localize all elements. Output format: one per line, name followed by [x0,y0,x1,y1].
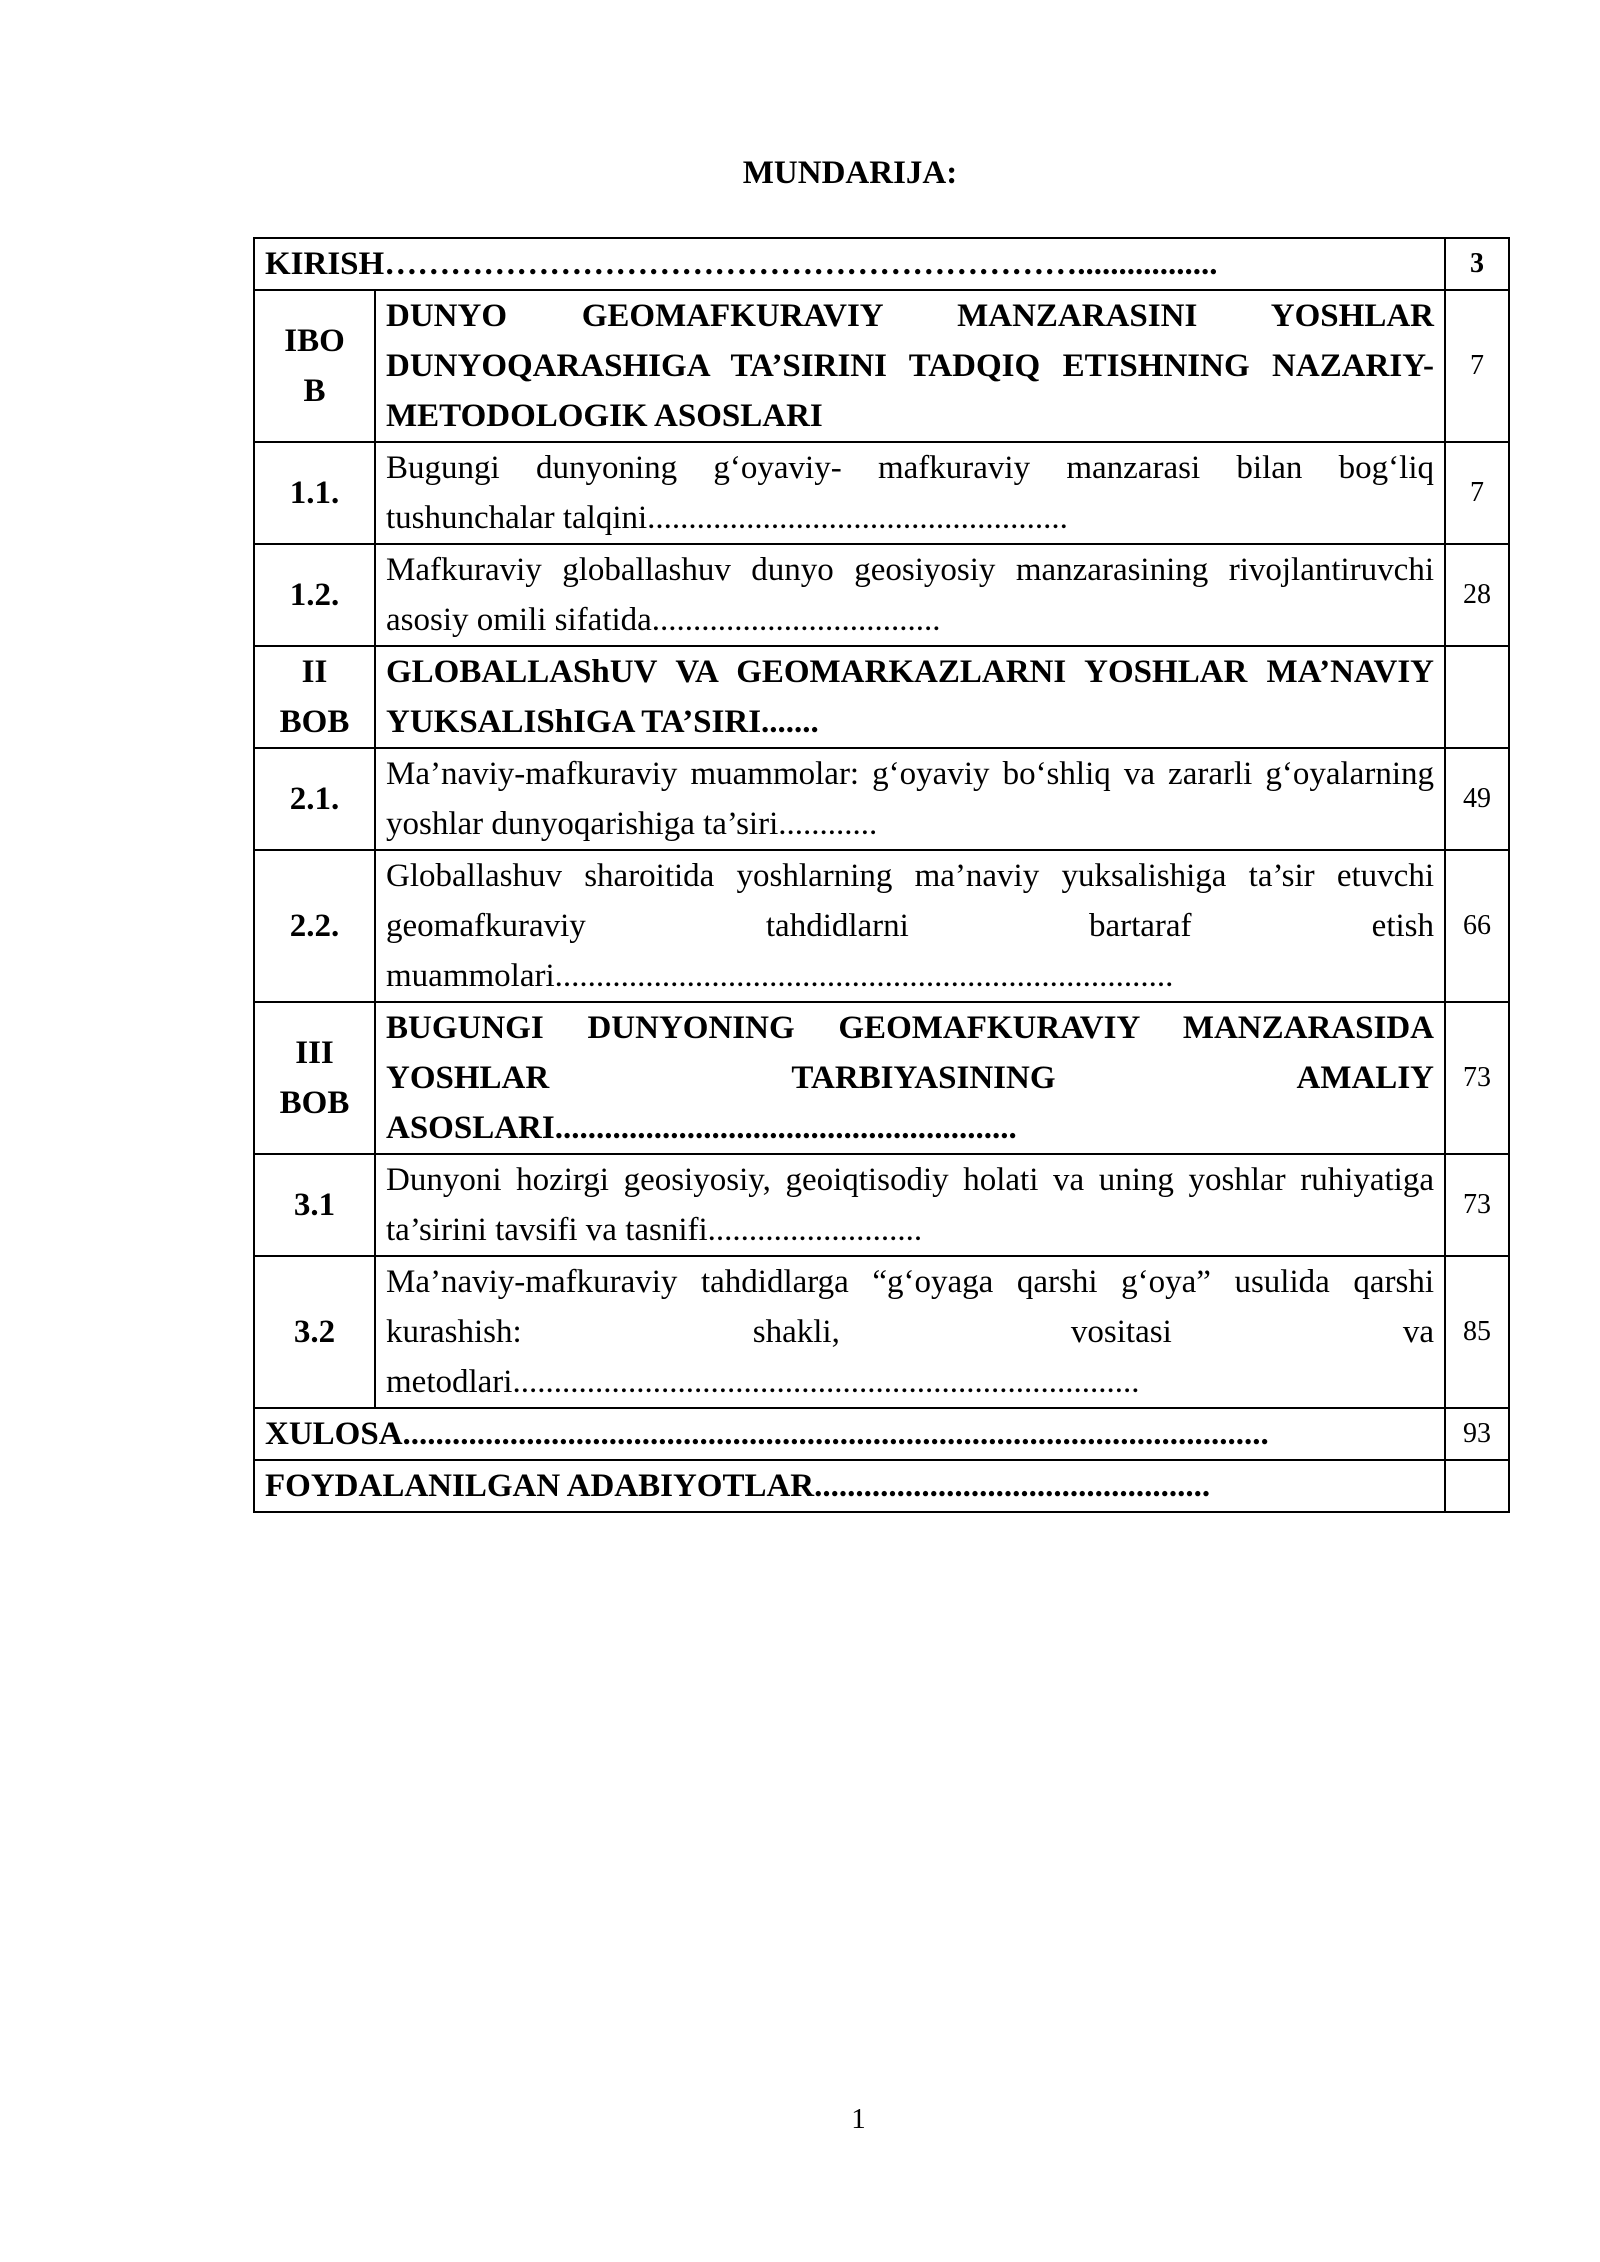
toc-3-1-number: 3.1 [254,1154,375,1256]
chapter-number-text: IBO B [284,323,345,409]
toc-1-2-page: 28 [1445,544,1509,646]
table-of-contents [253,237,1510,1513]
toc-3-1-title: Dunyoni hozirgi geosiyosiy, geoiqtisodiy holati va uning yoshlar ruhiyatiga ta’sirini tavsifi va tasnifi.......................... [375,1154,1445,1256]
toc-row-chapter-3 [254,1002,1509,1154]
toc-1-2-number: 1.2. [254,544,375,646]
toc-row-chapter-2 [254,646,1509,748]
toc-intro-label: KIRISH………………………………………………………................. [254,238,1445,290]
chapter-number-text: III BOB [279,1035,350,1121]
toc-3-1-page: 73 [1445,1154,1509,1256]
toc-row-intro [254,238,1509,290]
toc-references-label: FOYDALANILGAN ADABIYOTLAR................................................ [254,1460,1445,1512]
toc-1-2-title: Mafkuraviy globallashuv dunyo geosiyosiy manzarasining rivojlantiruvchi asosiy omili sifatida................................... [375,544,1445,646]
toc-row-2-2 [254,850,1509,1002]
toc-2-2-number: 2.2. [254,850,375,1002]
toc-row-3-2 [254,1256,1509,1408]
toc-chapter-2-title: GLOBALLAShUV VA GEOMARKAZLARNI YOSHLAR MA’NAVIY YUKSALIShIGA TA’SIRI....... [375,646,1445,748]
toc-conclusion-label: XULOSA......................................................................................................... [254,1408,1445,1460]
toc-chapter-3-number [254,1002,375,1154]
toc-1-1-title: Bugungi dunyoning g‘oyaviy- mafkuraviy manzarasi bilan bog‘liq tushunchalar talqini................................................... [375,442,1445,544]
toc-row-2-1 [254,748,1509,850]
toc-2-1-page: 49 [1445,748,1509,850]
toc-references-page [1445,1460,1509,1512]
page-title: MUNDARIJA: [742,155,958,191]
toc-row-3-1 [254,1154,1509,1256]
toc-row-conclusion [254,1408,1509,1460]
toc-chapter-1-title: DUNYO GEOMAFKURAVIY MANZARASINI YOSHLAR DUNYOQARASHIGA TA’SIRINI TADQIQ ETISHNING NAZARIY-METODOLOGIK ASOSLARI [375,290,1445,442]
page-number: 1 [851,2103,866,2135]
toc-chapter-3-page: 73 [1445,1002,1509,1154]
toc-chapter-1-number [254,290,375,442]
toc-3-2-title: Ma’naviy-mafkuraviy tahdidlarga “g‘oyaga qarshi g‘oya” usulida qarshi kurashish: shakli, vositasi va metodlari............................................................................ [375,1256,1445,1408]
toc-row-1-1 [254,442,1509,544]
toc-chapter-1-page: 7 [1445,290,1509,442]
toc-2-2-page: 66 [1445,850,1509,1002]
toc-3-2-page: 85 [1445,1256,1509,1408]
toc-conclusion-page: 93 [1445,1408,1509,1460]
toc-2-2-title: Globallashuv sharoitida yoshlarning ma’naviy yuksalishiga ta’sir etuvchi geomafkuraviy tahdidlarni bartaraf etish muammolari........................................................................... [375,850,1445,1002]
chapter-number-text: II BOB [279,654,350,740]
toc-2-1-title: Ma’naviy-mafkuraviy muammolar: g‘oyaviy bo‘shliq va zararli g‘oyalarning yoshlar dunyoqarishiga ta’siri............ [375,748,1445,850]
toc-row-1-2 [254,544,1509,646]
toc-2-1-number: 2.1. [254,748,375,850]
toc-row-chapter-1 [254,290,1509,442]
toc-1-1-number: 1.1. [254,442,375,544]
toc-chapter-3-title: BUGUNGI DUNYONING GEOMAFKURAVIY MANZARASIDA YOSHLAR TARBIYASINING AMALIY ASOSLARI........................................................ [375,1002,1445,1154]
toc-1-1-page: 7 [1445,442,1509,544]
toc-intro-page: 3 [1445,238,1509,290]
toc-chapter-2-number [254,646,375,748]
toc-row-references [254,1460,1509,1512]
toc-chapter-2-page [1445,646,1509,748]
toc-3-2-number: 3.2 [254,1256,375,1408]
